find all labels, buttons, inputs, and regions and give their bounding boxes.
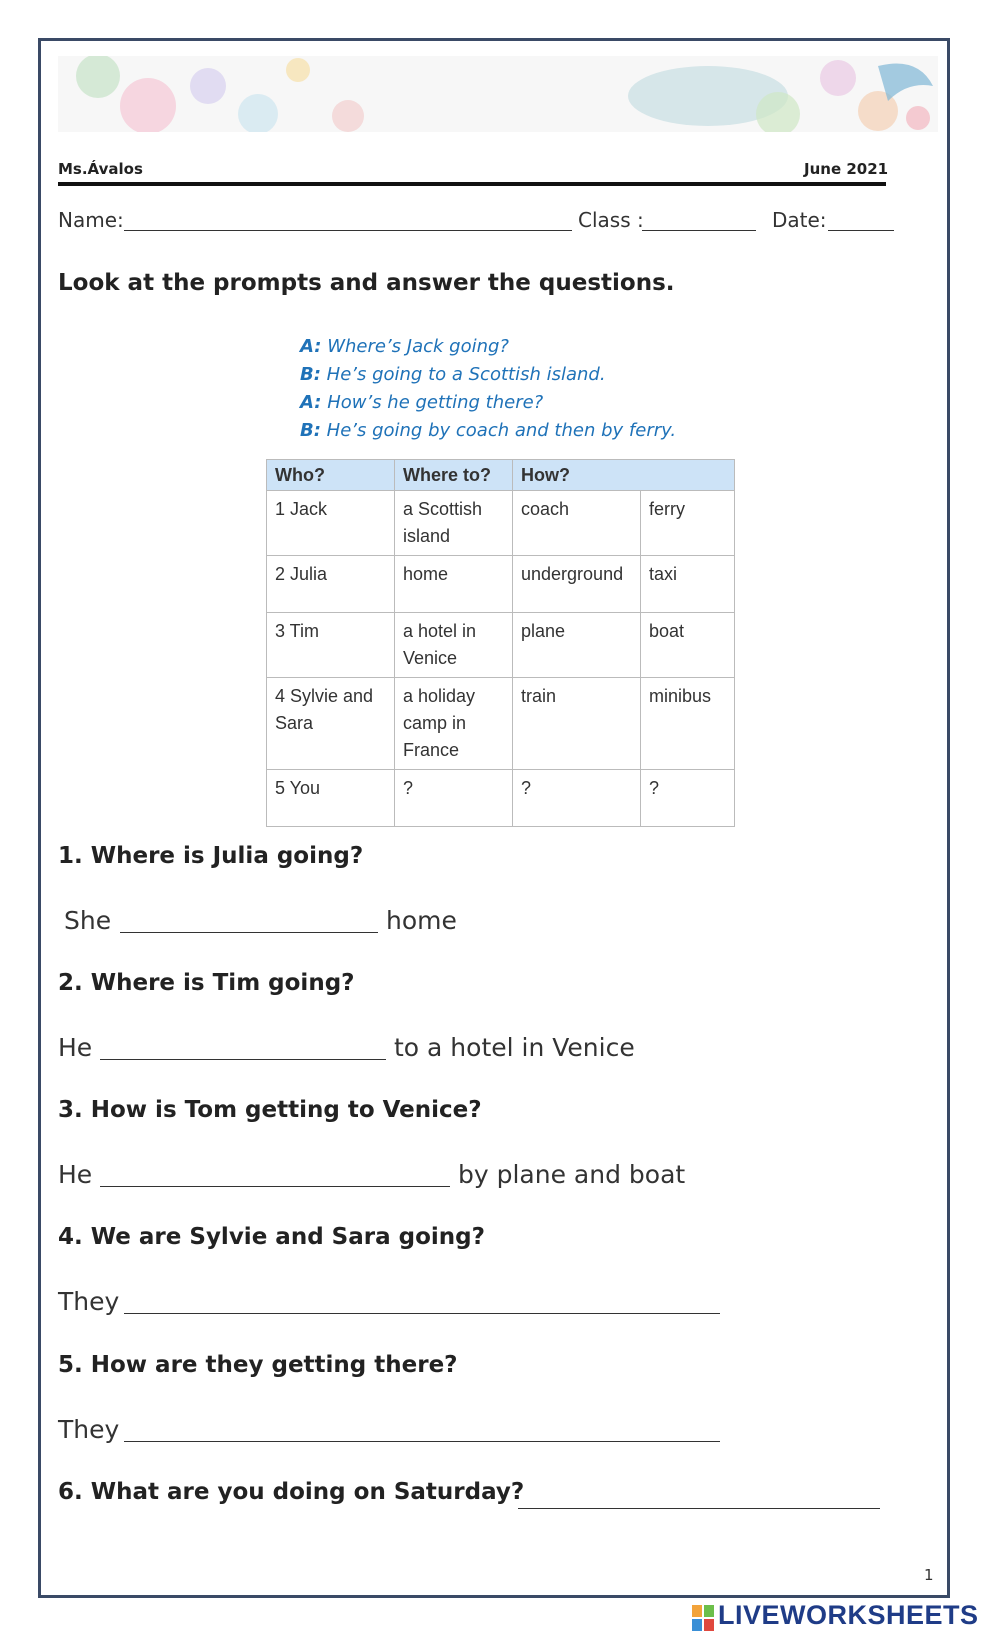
question-1: 1. Where is Julia going? [58, 843, 364, 869]
date-label: Date: [772, 208, 827, 232]
table-cell: 4 Sylvie and Sara [267, 678, 395, 770]
table-cell: ? [641, 770, 735, 827]
dialog-line: A: Where’s Jack going? [300, 336, 509, 357]
name-field[interactable] [124, 230, 572, 231]
class-field[interactable] [642, 230, 756, 231]
decorative-banner [58, 56, 938, 132]
answer-2-blank[interactable] [100, 1059, 386, 1060]
answer-3-suffix: by plane and boat [458, 1160, 686, 1189]
answer-1-suffix: home [386, 906, 457, 935]
col-header-where: Where to? [395, 460, 513, 491]
table-row [267, 556, 735, 613]
liveworksheets-logo-icon [692, 1605, 714, 1631]
table-cell: minibus [641, 678, 735, 770]
date-field[interactable] [828, 230, 894, 231]
table-cell: 1 Jack [267, 491, 395, 556]
table-row [267, 770, 735, 827]
class-label: Class : [578, 208, 644, 232]
table-cell: plane [513, 613, 641, 678]
table-cell: train [513, 678, 641, 770]
answer-4-blank[interactable] [124, 1313, 720, 1314]
header-date: June 2021 [804, 160, 889, 178]
teacher-name: Ms.Ávalos [58, 160, 143, 178]
dialog-line: B: He’s going by coach and then by ferry. [300, 420, 677, 441]
answer-4-prefix: They [58, 1287, 120, 1316]
table-cell: ? [395, 770, 513, 827]
answer-3-prefix: He [58, 1160, 93, 1189]
example-dialog [300, 336, 676, 448]
question-5: 5. How are they getting there? [58, 1352, 458, 1378]
page-number: 1 [924, 1566, 934, 1584]
question-3: 3. How is Tom getting to Venice? [58, 1097, 482, 1123]
dialog-line: A: How’s he getting there? [300, 392, 544, 413]
answer-2-prefix: He [58, 1033, 93, 1062]
col-header-who: Who? [267, 460, 395, 491]
table-cell: taxi [641, 556, 735, 613]
answer-5-blank[interactable] [124, 1441, 720, 1442]
table-cell: ? [513, 770, 641, 827]
table-cell: 3 Tim [267, 613, 395, 678]
answer-3-blank[interactable] [100, 1186, 450, 1187]
name-label: Name: [58, 208, 124, 232]
table-row [267, 678, 735, 770]
answer-1-blank[interactable] [120, 932, 378, 933]
dialog-line: B: He’s going to a Scottish island. [300, 364, 606, 385]
question-6: 6. What are you doing on Saturday? [58, 1479, 525, 1505]
liveworksheets-brand: LIVEWORKSHEETS [718, 1600, 979, 1630]
header-divider [58, 182, 886, 186]
question-4: 4. We are Sylvie and Sara going? [58, 1224, 485, 1250]
col-header-how: How? [513, 460, 735, 491]
table-cell: underground [513, 556, 641, 613]
answer-5-prefix: They [58, 1415, 120, 1444]
answer-1-prefix: She [64, 906, 112, 935]
table-cell: 2 Julia [267, 556, 395, 613]
question-2: 2. Where is Tim going? [58, 970, 355, 996]
table-row [267, 491, 735, 556]
answer-6-blank[interactable] [518, 1508, 880, 1509]
table-header-row [267, 460, 735, 491]
table-cell: a hotel in Venice [395, 613, 513, 678]
table-cell: a holiday camp in France [395, 678, 513, 770]
table-cell: 5 You [267, 770, 395, 827]
answer-2-suffix: to a hotel in Venice [394, 1033, 635, 1062]
table-cell: home [395, 556, 513, 613]
table-cell: coach [513, 491, 641, 556]
prompt-table [266, 459, 735, 827]
table-row [267, 613, 735, 678]
table-cell: a Scottish island [395, 491, 513, 556]
instruction-heading: Look at the prompts and answer the questions. [58, 270, 675, 296]
table-cell: ferry [641, 491, 735, 556]
table-cell: boat [641, 613, 735, 678]
